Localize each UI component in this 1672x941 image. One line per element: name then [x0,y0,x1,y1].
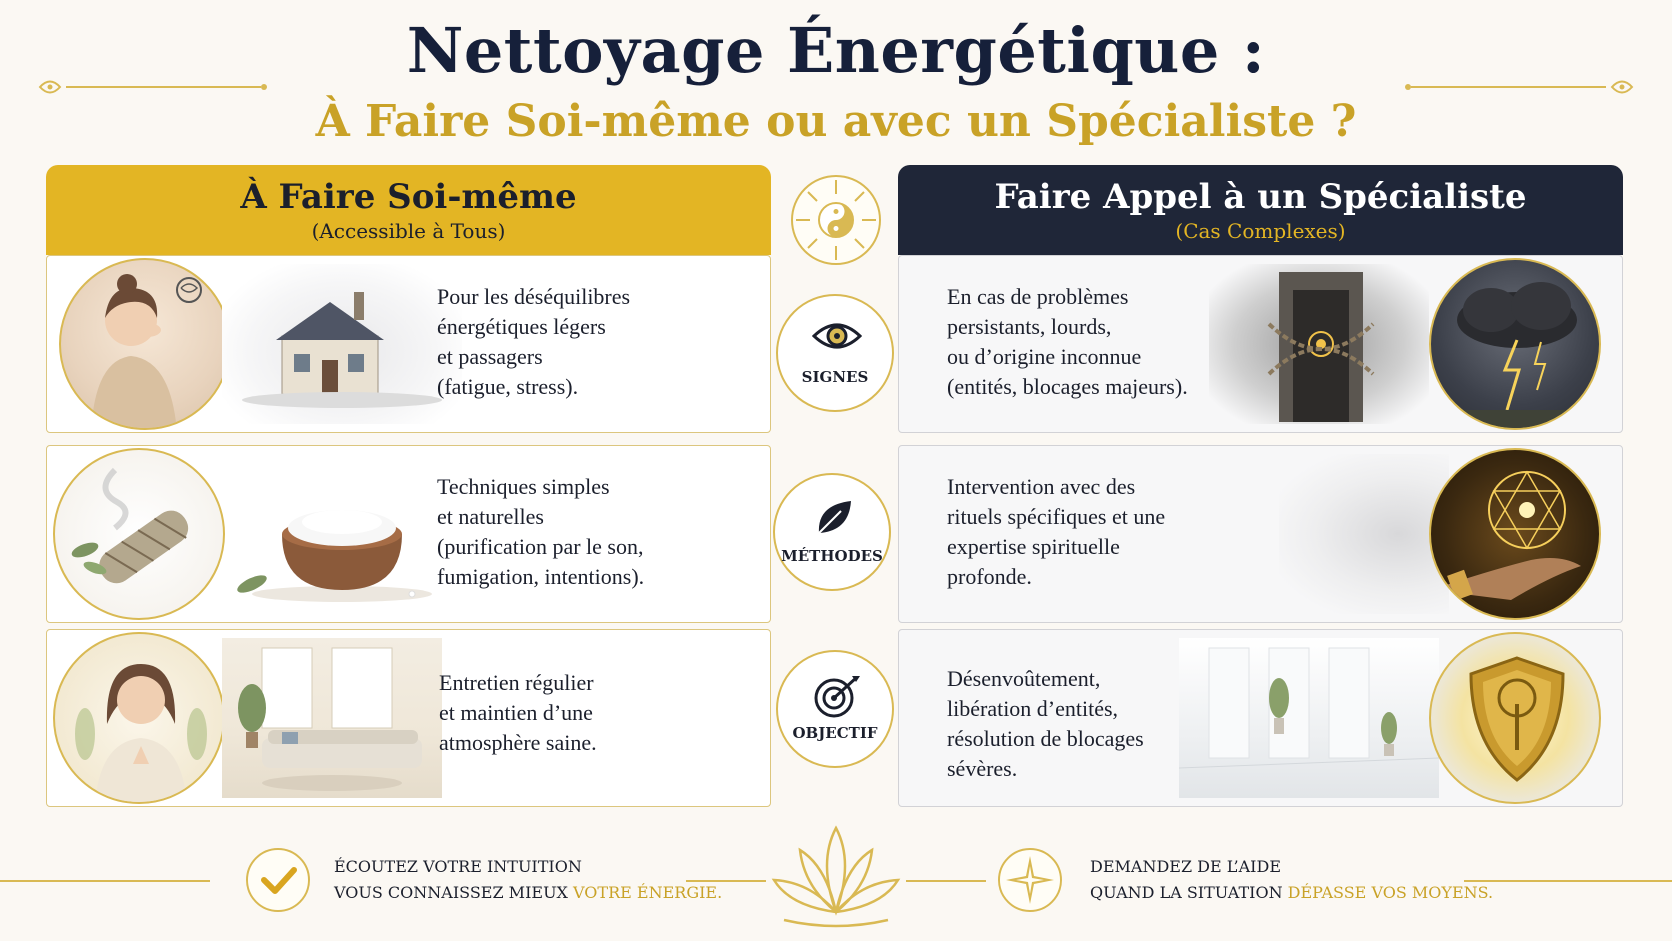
text-line: et naturelles [437,504,544,529]
living-room-image [222,638,442,798]
eye-icon [812,318,862,354]
target-icon [812,674,862,718]
footer-right-highlight: DÉPASSE VOS MOYENS. [1287,883,1494,902]
house-image [222,264,462,424]
text-line: Intervention avec des [947,474,1136,499]
text-line: et maintien d’une [439,700,593,725]
leaf-icon [809,497,859,537]
footer-left-text [334,854,722,906]
text-line: fumigation, intentions). [437,564,645,589]
yin-yang-sun-icon [784,172,888,268]
goal-label: OBJECTIF [792,724,878,742]
lotus-icon [764,820,908,934]
methods-label: MÉTHODES [781,547,883,565]
text-line: expertise spirituelle [947,534,1120,559]
footer-right-line1: DEMANDEZ DE L’AIDE [1090,857,1282,876]
meditating-woman-image [53,632,225,804]
methods-badge [773,473,891,591]
text-line: Désenvoûtement, [947,666,1101,691]
footer-left-prefix: VOUS CONNAISSEZ MIEUX [334,883,574,902]
star-compass-icon [998,848,1062,912]
text-line: persistants, lourds, [947,314,1112,339]
diy-panel-header [46,165,771,255]
footer-right-prefix: QUAND LA SITUATION [1090,883,1288,902]
footer-divider-center-right [906,880,986,882]
diy-row-signs [46,255,771,433]
diy-heading: À Faire Soi-même [240,177,577,217]
text-line: sévères. [947,756,1018,781]
diy-signs-text [437,282,630,402]
specialist-heading: Faire Appel à un Spécialiste [994,177,1527,217]
page-title: Nettoyage Énergétique : [406,14,1266,87]
text-line: En cas de problèmes [947,284,1129,309]
footer-left-highlight: VOTRE ÉNERGIE. [573,883,723,902]
text-line: Techniques simples [437,474,610,499]
diy-methods-text [437,472,644,592]
specialist-row-signs [898,255,1623,433]
checkmark-icon [246,848,310,912]
text-line: (fatigue, stress). [437,374,579,399]
text-line: Pour les déséquilibres [437,284,631,309]
ritual-hand-image [1429,448,1601,620]
diy-row-methods [46,445,771,623]
specialist-row-methods [898,445,1623,623]
footer-right-line2 [1090,880,1493,906]
left-ornament-icon [36,76,268,98]
specialist-signs-text [947,282,1188,402]
diy-row-goal [46,629,771,807]
text-line: atmosphère saine. [439,730,597,755]
footer-left-line2 [334,880,722,906]
text-line: rituels spécifiques et une [947,504,1166,529]
footer-divider-right [1464,880,1672,882]
specialist-row-goal [898,629,1623,807]
footer-left-line1: ÉCOUTEZ VOTRE INTUITION [334,857,582,876]
text-line: libération d’entités, [947,696,1119,721]
stressed-woman-image [59,258,231,430]
smoke-image [1279,454,1449,614]
bright-hallway-image [1179,638,1439,798]
specialist-panel-header [898,165,1623,255]
text-line: (purification par le son, [437,534,644,559]
specialist-goal-text [947,664,1144,784]
specialist-methods-text [947,472,1165,592]
storm-cloud-image [1429,258,1601,430]
text-line: résolution de blocages [947,726,1144,751]
salt-bowl-image [222,454,442,614]
text-line: profonde. [947,564,1032,589]
text-line: et passagers [437,344,543,369]
footer-right-text [1090,854,1493,906]
diy-goal-text [439,668,597,758]
text-line: (entités, blocages majeurs). [947,374,1188,399]
footer-divider-left [0,880,210,882]
text-line: énergétiques légers [437,314,606,339]
goal-badge [776,650,894,768]
diy-subheading: (Accessible à Tous) [311,219,506,243]
text-line: ou d’origine inconnue [947,344,1142,369]
sage-bundle-image [53,448,225,620]
specialist-subheading: (Cas Complexes) [1175,219,1346,243]
signs-badge [776,294,894,412]
golden-shield-image [1429,632,1601,804]
signs-label: SIGNES [801,368,869,386]
chained-door-image [1209,264,1429,424]
text-line: Entretien régulier [439,670,594,695]
page-subtitle: À Faire Soi-même ou avec un Spécialiste ? [315,96,1357,147]
right-ornament-icon [1404,76,1636,98]
